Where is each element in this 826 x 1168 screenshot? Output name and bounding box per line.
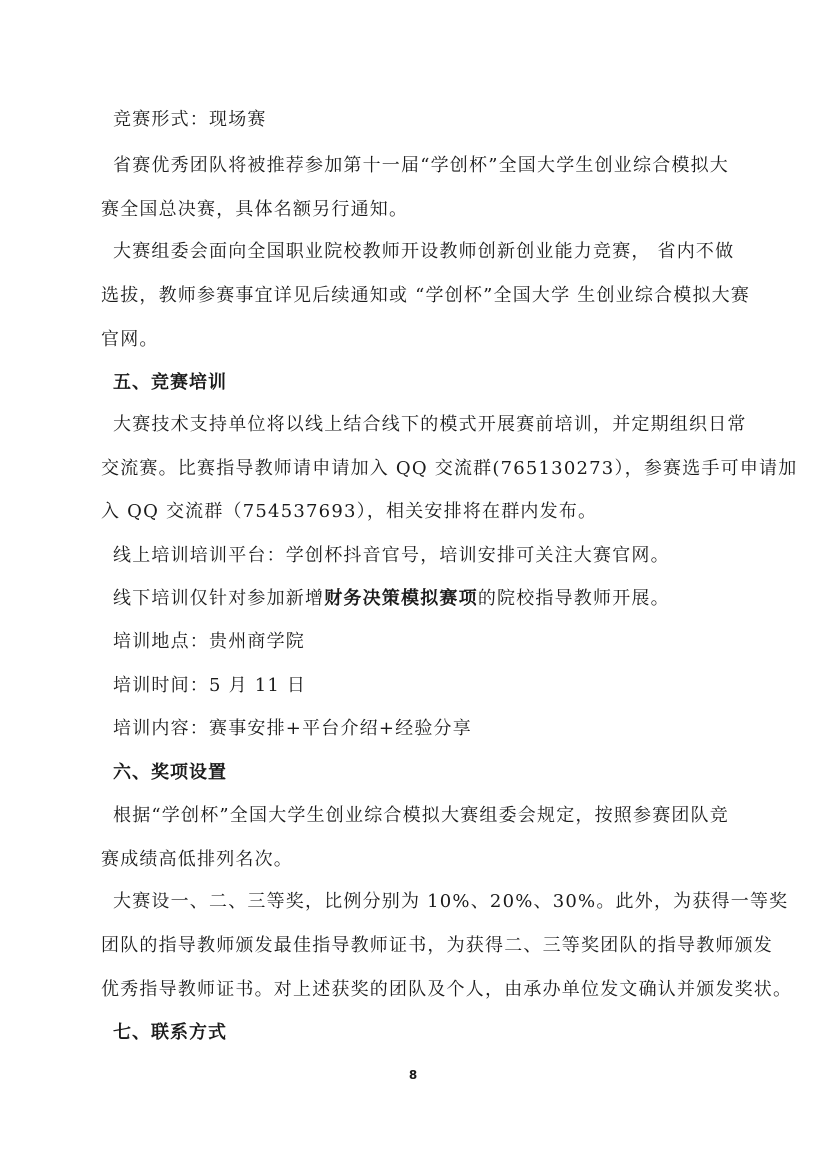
paragraph-line: 团队的指导教师颁发最佳指导教师证书，为获得二、三等奖团队的指导教师颁发 (101, 935, 773, 956)
training-time-line: 培训时间：5 月 11 日 (113, 675, 307, 696)
paragraph-line: 交流赛。比赛指导教师请申请加入 QQ 交流群(765130273），参赛选手可申请加 (101, 458, 798, 479)
paragraph-line: 赛全国总决赛，具体名额另行通知。 (101, 199, 409, 220)
paragraph-line: 大赛技术支持单位将以线上结合线下的模式开展赛前培训，并定期组织日常 (113, 414, 747, 435)
section-heading-awards: 六、奖项设置 (113, 762, 227, 783)
training-content-line: 培训内容：赛事安排+平台介绍+经验分享 (113, 718, 472, 739)
competition-format-line: 竞赛形式：现场赛 (113, 109, 267, 130)
offline-training-line (113, 587, 670, 611)
paragraph-line: 大赛组委会面向全国职业院校教师开设教师创新创业能力竞赛， 省内不做 (113, 241, 735, 262)
paragraph-line: 赛成绩高低排列名次。 (101, 849, 293, 870)
section-heading-training: 五、竞赛培训 (113, 372, 227, 393)
paragraph-line: 入 QQ 交流群（754537693），相关安排将在群内发布。 (101, 501, 598, 522)
paragraph-line: 大赛设一、二、三等奖，比例分别为 10%、20%、30%。此外，为获得一等奖 (113, 891, 789, 912)
offline-suffix: 的院校指导教师开展。 (477, 588, 670, 609)
paragraph-line: 根据“学创杯”全国大学生创业综合模拟大赛组委会规定，按照参赛团队竞 (113, 805, 730, 826)
paragraph-line: 优秀指导教师证书。对上述获奖的团队及个人，由承办单位发文确认并颁发奖状。 (101, 979, 793, 1000)
online-training-line: 线上培训培训平台：学创杯抖音官号，培训安排可关注大赛官网。 (113, 545, 670, 566)
offline-prefix: 线下培训仅针对参加新增 (113, 588, 325, 609)
offline-bold-event: 财务决策模拟赛项 (324, 588, 478, 609)
page-number: 8 (408, 1068, 418, 1082)
paragraph-line: 官网。 (101, 329, 159, 350)
section-heading-contact: 七、联系方式 (113, 1022, 227, 1043)
paragraph-line: 选拔，教师参赛事宜详见后续通知或 “学创杯”全国大学 生创业综合模拟大赛 (101, 285, 751, 306)
paragraph-line: 省赛优秀团队将被推荐参加第十一届“学创杯”全国大学生创业综合模拟大 (113, 155, 730, 176)
training-location-line: 培训地点：贵州商学院 (113, 631, 305, 652)
